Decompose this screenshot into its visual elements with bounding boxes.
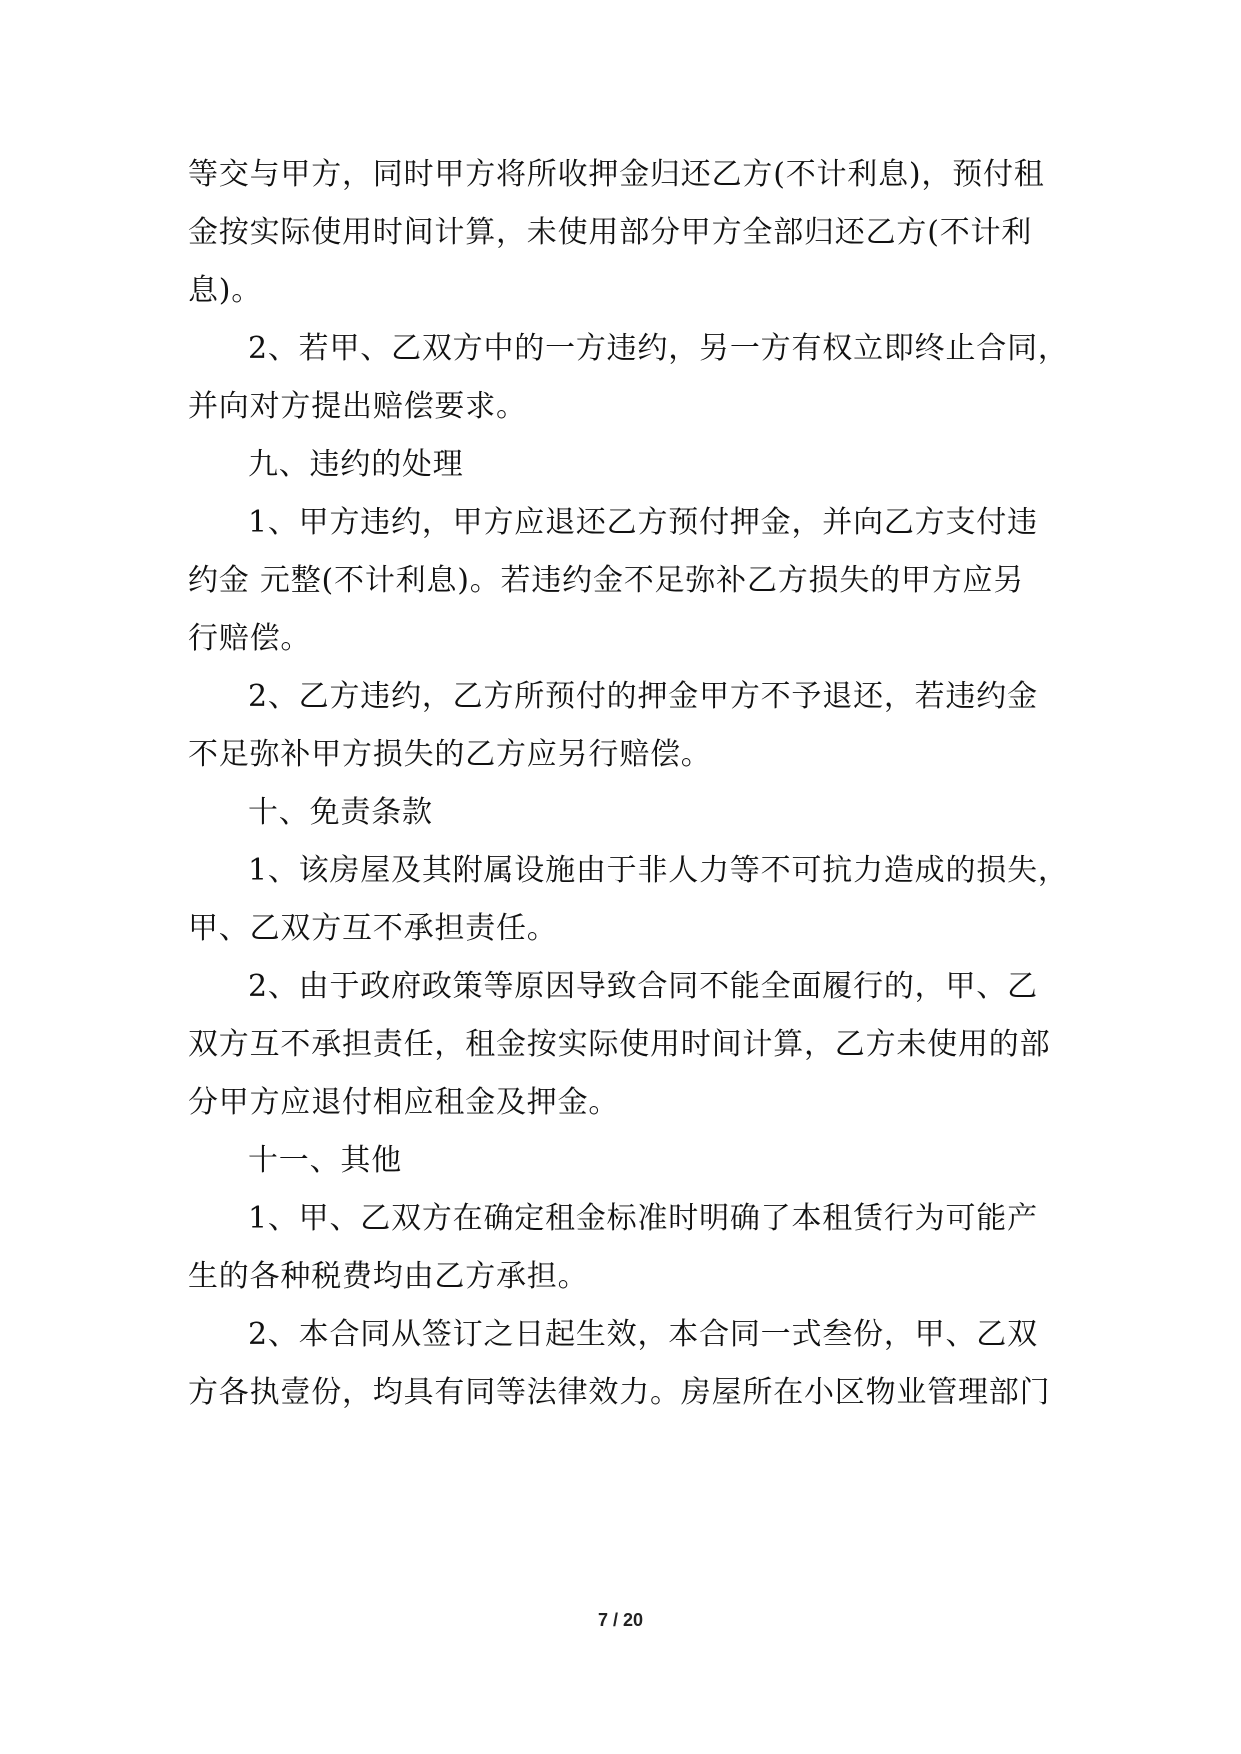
section-heading: 十、免责条款 — [248, 795, 433, 830]
text-line: 方各执壹份，均具有同等法律效力。房屋所在小区物业管理部门 — [188, 1375, 1051, 1410]
text-line: 1、甲方违约，甲方应退还乙方预付押金，并向乙方支付违 — [248, 505, 1038, 540]
text-line: 2、由于政府政策等原因导致合同不能全面履行的，甲、乙 — [248, 969, 1038, 1004]
text-line: 约金 元整(不计利息)。若违约金不足弥补乙方损失的甲方应另 — [188, 563, 1025, 598]
text-line: 不足弥补甲方损失的乙方应另行赔偿。 — [188, 737, 712, 772]
text-line: 息)。 — [188, 273, 263, 308]
text-line: 并向对方提出赔偿要求。 — [188, 389, 527, 424]
section-heading: 九、违约的处理 — [248, 447, 464, 482]
text-line: 2、若甲、乙双方中的一方违约，另一方有权立即终止合同， — [248, 331, 1069, 366]
text-line: 2、乙方违约，乙方所预付的押金甲方不予退还，若违约金 — [248, 679, 1038, 714]
text-line: 生的各种税费均由乙方承担。 — [188, 1259, 589, 1294]
text-line: 金按实际使用时间计算，未使用部分甲方全部归还乙方(不计利 — [188, 215, 1033, 250]
text-line: 行赔偿。 — [188, 621, 312, 656]
page-number: 7 / 20 — [597, 1610, 644, 1630]
text-line: 1、甲、乙双方在确定租金标准时明确了本租赁行为可能产 — [248, 1201, 1038, 1236]
text-line: 双方互不承担责任，租金按实际使用时间计算，乙方未使用的部 — [188, 1027, 1051, 1062]
text-line: 2、本合同从签订之日起生效，本合同一式叁份，甲、乙双 — [248, 1317, 1038, 1352]
text-line: 1、该房屋及其附属设施由于非人力等不可抗力造成的损失， — [248, 853, 1069, 888]
text-line: 分甲方应退付相应租金及押金。 — [188, 1085, 620, 1120]
text-line: 甲、乙双方互不承担责任。 — [188, 911, 558, 946]
text-line: 等交与甲方，同时甲方将所收押金归还乙方(不计利息)，预付租 — [188, 157, 1045, 192]
section-heading: 十一、其他 — [248, 1143, 402, 1178]
